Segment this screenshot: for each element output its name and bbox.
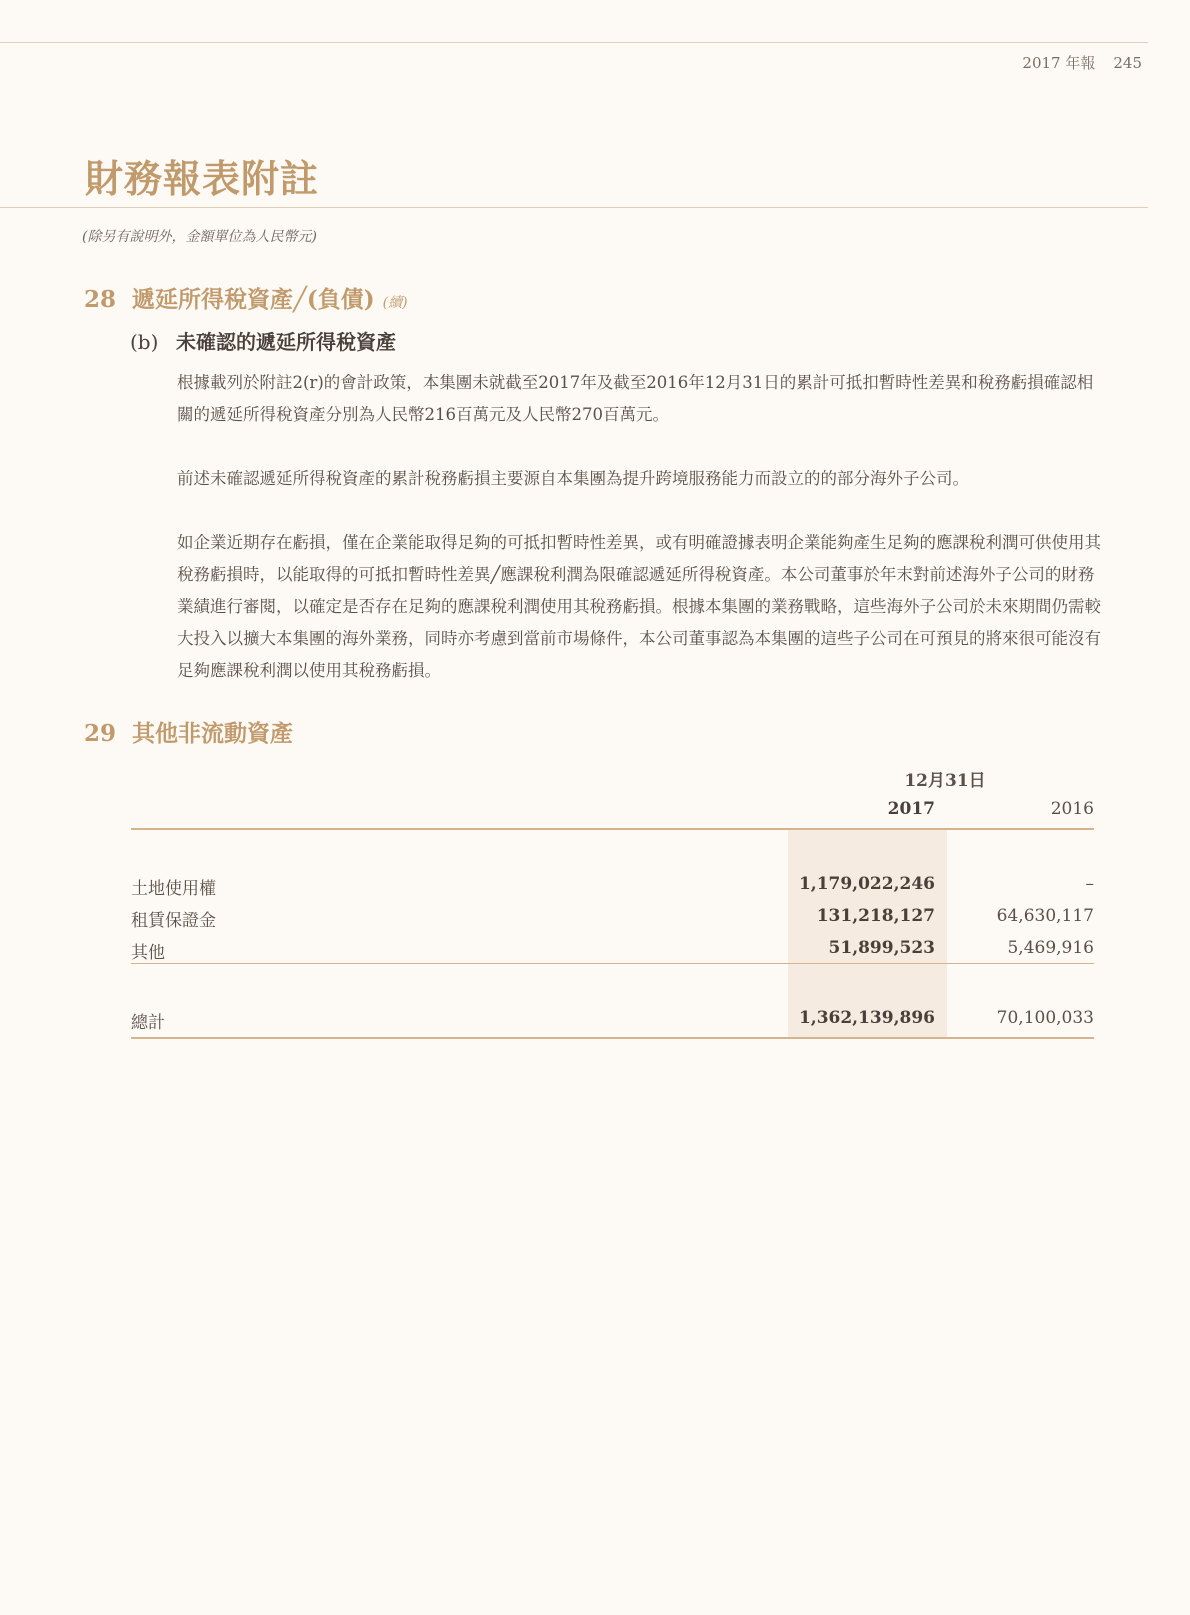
table-header-rule	[131, 828, 1094, 830]
section-number: 29	[84, 720, 117, 747]
year-2016-header: 2016	[1050, 799, 1094, 819]
table-row-label: 其他	[131, 943, 165, 963]
section-29-heading	[84, 715, 293, 748]
page-title: 財務報表附註	[85, 156, 320, 201]
report-label: 2017 年報	[1022, 54, 1096, 72]
total-2017: 1,362,139,896	[798, 1008, 935, 1028]
year-2017-header: 2017	[887, 799, 935, 819]
subsection-label: (b)	[130, 330, 159, 354]
table-cell-2017: 1,179,022,246	[798, 874, 935, 894]
table-cell-2017: 51,899,523	[828, 938, 935, 958]
table-cell-2016: 5,469,916	[1007, 938, 1094, 958]
page-number: 245	[1113, 54, 1142, 72]
date-column-header: 12月31日	[904, 771, 986, 791]
total-2016: 70,100,033	[996, 1008, 1094, 1028]
table-bottom-rule	[131, 1037, 1094, 1039]
table-row-label: 租賃保證金	[131, 911, 216, 931]
title-rule	[0, 207, 1148, 208]
section-title: 其他非流動資產	[132, 720, 293, 747]
section-number: 28	[84, 286, 117, 313]
section-28-heading	[84, 281, 408, 314]
subtotal-rule	[131, 963, 1094, 964]
unit-note: (除另有說明外，金額單位為人民幣元)	[82, 229, 317, 245]
subsection-title: 未確認的遞延所得稅資產	[176, 330, 396, 354]
continued-label: (續)	[382, 295, 408, 311]
top-rule	[0, 42, 1148, 43]
page-header	[1022, 52, 1142, 73]
table-row-label: 土地使用權	[131, 879, 216, 899]
paragraph-1: 根據載列於附註2(r)的會計政策，本集團未就截至2017年及截至2016年12月31日的累計可抵扣暫時性差異和稅務虧損確認相關的遞延所得稅資產分別為人民幣216百萬元及人民幣270百萬元。	[177, 373, 1094, 424]
paragraph-3: 如企業近期存在虧損，僅在企業能取得足夠的可抵扣暫時性差異，或有明確證據表明企業能夠產生足夠的應課稅利潤可供使用其稅務虧損時，以能取得的可抵扣暫時性差異╱應課稅利潤為限確認遞延所得稅資產。本公司董事於年末對前述海外子公司的財務業績進行審閱，以確定是否存在足夠的應課稅利潤使用其稅務虧損。根據本集團的業務戰略，這些海外子公司於未來期間仍需較大投入以擴大本集團的海外業務，同時亦考慮到當前市場條件，本公司董事認為本集團的這些子公司在可預見的將來很可能沒有足夠應課稅利潤以使用其稅務虧損。	[177, 533, 1101, 680]
paragraph-2: 前述未確認遞延所得稅資產的累計稅務虧損主要源自本集團為提升跨境服務能力而設立的的部分海外子公司。	[177, 469, 969, 488]
table-cell-2016: 64,630,117	[996, 906, 1094, 926]
total-label: 總計	[131, 1013, 165, 1033]
table-cell-2016: –	[1085, 874, 1094, 894]
subsection-b-heading	[130, 326, 396, 355]
table-cell-2017: 131,218,127	[816, 906, 935, 926]
section-title: 遞延所得稅資產╱(負債)	[132, 286, 375, 313]
